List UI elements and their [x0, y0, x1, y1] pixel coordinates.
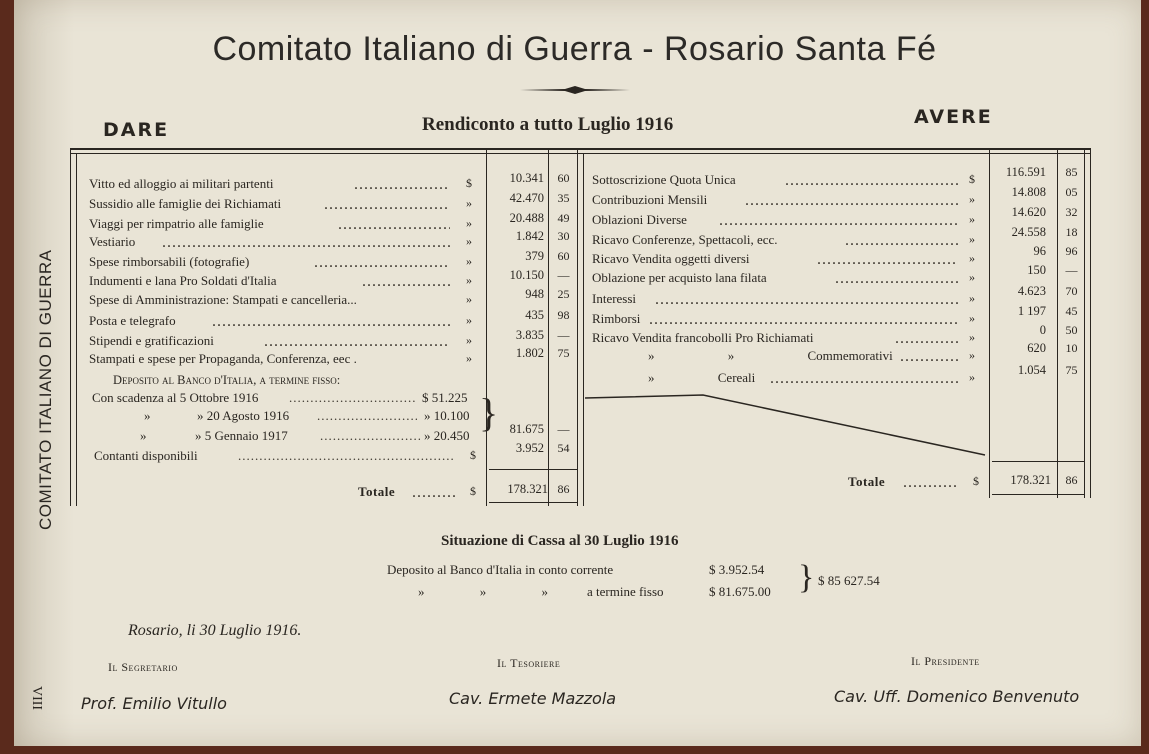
avere-row-currency: »: [969, 212, 975, 226]
leader-dots: [817, 251, 958, 265]
avere-row-currency: »: [969, 270, 975, 284]
avere-row-currency: »: [969, 311, 975, 325]
dare-cents-divider: [548, 148, 549, 506]
avere-total-label: Totale: [848, 474, 886, 489]
leader-dots: [162, 234, 450, 248]
leader-dots: [264, 333, 450, 347]
dare-amount-divider: [486, 148, 487, 506]
avere-row-cents: 96: [1065, 244, 1078, 258]
deposit-line-3-amount: » 20.450: [424, 428, 470, 443]
dare-row-label: Viaggi per rimpatrio alle famiglie: [89, 216, 264, 231]
avere-row-amount: 1 197: [1017, 304, 1046, 318]
deposit-heading: Deposito al Banco d'Italia, a termine fisso:: [113, 373, 341, 387]
table-top-rule: [70, 148, 1090, 150]
deposit-total-cents: —: [557, 422, 570, 436]
table-left-inner-border: [76, 153, 77, 506]
president-role: Il Presidente: [911, 654, 980, 668]
dare-bottom-rule: [489, 502, 577, 503]
dare-row-cents: —: [557, 268, 570, 282]
table-center-divider: [577, 148, 578, 506]
avere-row-currency: »: [969, 192, 975, 206]
avere-row-amount: 1.054: [1017, 363, 1046, 377]
dare-row-currency: »: [466, 333, 472, 347]
avere-row-amount: 14.620: [1011, 205, 1046, 219]
leader-dots: [324, 196, 450, 210]
table-top-rule-thin: [70, 153, 1090, 154]
secretary-role: Il Segretario: [108, 660, 178, 674]
leader-dots: [770, 370, 958, 384]
dare-row-cents: 30: [557, 229, 570, 243]
avere-row-currency: »: [969, 330, 975, 344]
dare-row-amount: 20.488: [509, 211, 544, 225]
avere-total-currency: $: [973, 474, 979, 488]
cash-brace: }: [798, 559, 815, 596]
dare-row-label: Stampati e spese per Propaganda, Conferenza, eec .: [89, 351, 357, 366]
leader-dots: [412, 484, 457, 498]
avere-row-cents: 05: [1065, 185, 1078, 199]
avere-total-cents: 86: [1065, 473, 1078, 487]
contanti-label: Contanti disponibili: [94, 448, 198, 463]
dare-total-cents: 86: [557, 482, 570, 496]
dare-row-label: Indumenti e lana Pro Soldati d'Italia: [89, 273, 277, 288]
dare-row-currency: »: [466, 254, 472, 268]
avere-row-label: » Cereali: [648, 370, 756, 385]
dare-total-label: Totale: [358, 484, 396, 499]
avere-row-amount: 116.591: [1005, 165, 1046, 179]
avere-row-amount: 150: [1027, 263, 1046, 277]
avere-heading: AVERE: [914, 106, 993, 128]
avere-row-cents: 10: [1065, 341, 1078, 355]
avere-row-label: Oblazioni Diverse: [592, 212, 687, 227]
leader-dots: [845, 232, 958, 246]
avere-row-currency: »: [969, 251, 975, 265]
dare-row-cents: 98: [557, 308, 570, 322]
deposit-total-amount: 81.675: [509, 422, 544, 436]
dare-row-amount: 1.802: [515, 346, 544, 360]
leader-dots: [900, 348, 958, 362]
avere-row-cents: 18: [1065, 225, 1078, 239]
dare-row-amount: 435: [525, 308, 544, 322]
dare-row-label: Stipendi e gratificazioni: [89, 333, 214, 348]
table-right-border-outer: [1090, 148, 1091, 498]
avere-row-cents: 32: [1065, 205, 1078, 219]
leader-dots: [362, 273, 450, 287]
avere-row-amount: 0: [1039, 323, 1046, 337]
dare-total-amount: 178.321: [507, 482, 548, 496]
avere-row-currency: $: [969, 172, 975, 186]
place-date: Rosario, li 30 Luglio 1916.: [128, 622, 302, 639]
dare-row-label: Posta e telegrafo: [89, 313, 176, 328]
avere-row-amount: 96: [1033, 244, 1046, 258]
avere-row-label: Ricavo Vendita oggetti diversi: [592, 251, 750, 266]
leader-dots: [320, 428, 420, 442]
treasurer-role: Il Tesoriere: [497, 656, 561, 670]
avere-row-label: Ricavo Conferenze, Spettacoli, ecc.: [592, 232, 778, 247]
avere-row-label: Interessi: [592, 291, 637, 306]
secretary-name: Prof. Emilio Vitullo: [81, 694, 227, 713]
dare-row-cents: 25: [557, 287, 570, 301]
avere-row-amount: 14.808: [1011, 185, 1046, 199]
dare-total-rule: [489, 469, 577, 470]
avere-row-label: Oblazione per acquisto lana filata: [592, 270, 767, 285]
avere-row-cents: 45: [1065, 304, 1078, 318]
dare-row-amount: 42.470: [509, 191, 544, 205]
dare-row-label: Vestiario: [89, 234, 136, 249]
page-title: Comitato Italiano di Guerra - Rosario Santa Fé: [212, 30, 937, 68]
table-center-divider-inner: [583, 153, 584, 506]
avere-row-label: Contribuzioni Mensili: [592, 192, 708, 207]
avere-row-cents: 85: [1065, 165, 1078, 179]
avere-row-cents: 75: [1065, 363, 1078, 377]
leader-dots: [238, 448, 453, 462]
leader-dots: [314, 254, 450, 268]
dare-row-currency: »: [466, 216, 472, 230]
avere-total-amount: 178.321: [1010, 473, 1051, 487]
dare-row-currency: »: [466, 313, 472, 327]
leader-dots: [317, 408, 417, 422]
dare-row-currency: »: [466, 234, 472, 248]
dare-heading: DARE: [103, 119, 170, 141]
avere-row-currency: »: [969, 348, 975, 362]
avere-row-label: Ricavo Vendita francobolli Pro Richiamati: [592, 330, 814, 345]
dare-row-amount: 379: [525, 249, 544, 263]
leader-dots: [649, 311, 958, 325]
dare-row-amount: 948: [525, 287, 544, 301]
dare-row-currency: »: [466, 196, 472, 210]
cash-line-2-marks: » » »: [418, 584, 548, 599]
dare-row-cents: —: [557, 328, 570, 342]
contanti-currency: $: [470, 448, 476, 462]
avere-row-cents: 50: [1065, 323, 1078, 337]
page-folio: VIII: [29, 686, 44, 711]
cash-line-1-label: Deposito al Banco d'Italia in conto corrente: [387, 562, 614, 577]
deposit-line-1-label: Con scadenza al 5 Ottobre 1916: [92, 390, 259, 405]
dare-row-label: Spese rimborsabili (fotografie): [89, 254, 250, 269]
dare-row-cents: 75: [557, 346, 570, 360]
dare-row-currency: »: [466, 351, 472, 365]
blank-space-line: [585, 390, 990, 460]
dare-row-amount: 10.150: [509, 268, 544, 282]
leader-dots: [354, 176, 450, 190]
avere-row-label: » » Commemorativi: [648, 348, 893, 363]
contanti-cents: 54: [557, 441, 570, 455]
deposit-line-2-label: » 20 Agosto 1916: [197, 408, 290, 423]
dare-total-currency: $: [470, 484, 476, 498]
side-label: COMITATO ITALIANO DI GUERRA: [36, 249, 55, 530]
leader-dots: [719, 212, 958, 226]
avere-row-amount: 620: [1027, 341, 1046, 355]
leader-dots: [895, 330, 958, 344]
leader-dots: [745, 192, 958, 206]
avere-row-currency: »: [969, 370, 975, 384]
leader-dots: [835, 270, 958, 284]
dare-row-label: Sussidio alle famiglie dei Richiamati: [89, 196, 282, 211]
avere-cents-divider: [1057, 148, 1058, 498]
dare-row-currency: »: [466, 292, 472, 306]
dare-row-amount: 1.842: [515, 229, 544, 243]
avere-row-cents: —: [1065, 263, 1078, 277]
leader-dots: [903, 474, 958, 488]
dare-row-cents: 60: [557, 171, 570, 185]
table-left-border: [70, 148, 71, 506]
avere-row-amount: 4.623: [1017, 284, 1046, 298]
avere-row-cents: 70: [1065, 284, 1078, 298]
leader-dots: [212, 313, 450, 327]
leader-dots: [655, 291, 958, 305]
dare-row-cents: 60: [557, 249, 570, 263]
table-right-border: [1084, 148, 1085, 498]
dare-row-currency: $: [466, 176, 472, 190]
dare-row-amount: 3.835: [515, 328, 544, 342]
avere-row-currency: »: [969, 232, 975, 246]
report-subtitle: Rendiconto a tutto Luglio 1916: [422, 114, 674, 135]
deposit-line-1-amount: $ 51.225: [422, 390, 468, 405]
treasurer-name: Cav. Ermete Mazzola: [449, 689, 617, 708]
cash-line-1-amount: $ 3.952.54: [709, 562, 765, 577]
contanti-amount: 3.952: [515, 441, 544, 455]
leader-dots: [338, 216, 450, 230]
dare-row-label: Vitto ed alloggio ai militari partenti: [89, 176, 274, 191]
dare-row-currency: »: [466, 273, 472, 287]
deposit-brace: }: [479, 390, 499, 435]
dare-row-amount: 10.341: [509, 171, 544, 185]
deposit-line-3-prefix: »: [140, 428, 147, 443]
president-name: Cav. Uff. Domenico Benvenuto: [834, 687, 1080, 706]
avere-row-currency: »: [969, 291, 975, 305]
avere-total-rule: [992, 461, 1084, 462]
cash-line-2-amount: $ 81.675.00: [709, 584, 771, 599]
leader-dots: [289, 390, 417, 404]
avere-bottom-rule: [992, 494, 1084, 495]
dare-row-label: Spese di Amministrazione: Stampati e cancelleria...: [89, 292, 357, 307]
title-ornament: [520, 86, 630, 94]
dare-row-cents: 49: [557, 211, 570, 225]
avere-row-label: Sottoscrizione Quota Unica: [592, 172, 736, 187]
cash-line-2-label: a termine fisso: [587, 584, 664, 599]
avere-row-amount: 24.558: [1011, 225, 1046, 239]
deposit-line-3-label: » 5 Gennaio 1917: [195, 428, 288, 443]
leader-dots: [785, 172, 958, 186]
cash-sum: $ 85 627.54: [818, 573, 880, 588]
deposit-line-2-amount: » 10.100: [424, 408, 470, 423]
deposit-line-2-prefix: »: [144, 408, 151, 423]
avere-row-label: Rimborsi: [592, 311, 641, 326]
cash-title: Situazione di Cassa al 30 Luglio 1916: [441, 533, 679, 549]
dare-row-cents: 35: [557, 191, 570, 205]
